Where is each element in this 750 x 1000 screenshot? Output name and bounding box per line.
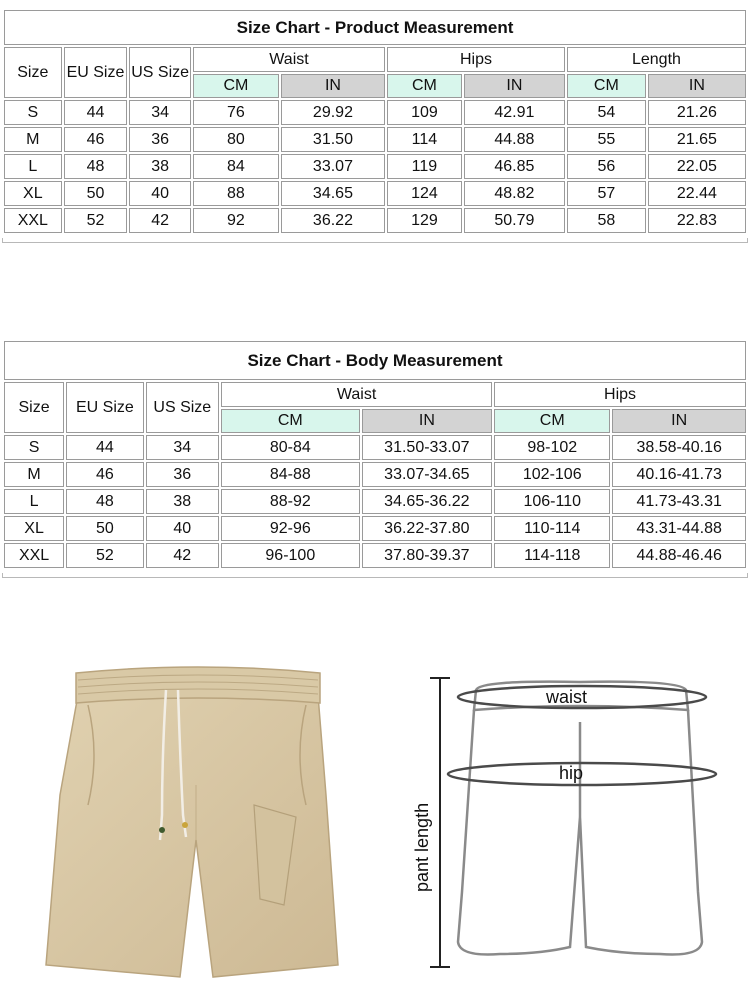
cell-us-size: 34 [129,100,191,125]
cell-us-size: 36 [146,462,219,487]
shorts-product-image [38,665,348,985]
table-bottom-edge [2,238,748,243]
table-row [4,154,746,179]
waist-label: waist [546,687,588,707]
cell-eu-size: 44 [66,435,143,460]
cell-size: XXL [4,543,64,568]
cell-waist-in: 33.07 [281,154,385,179]
cell-hips-cm: 109 [387,100,462,125]
cell-hips-cm: 110-114 [494,516,610,541]
cell-eu-size: 44 [64,100,128,125]
cell-waist-in: 29.92 [281,100,385,125]
cell-us-size: 40 [129,181,191,206]
cell-waist-cm: 84-88 [221,462,360,487]
unit-header-cm: CM [221,409,360,433]
cell-us-size: 34 [146,435,219,460]
table-row [4,100,746,125]
cell-hips-in: 42.91 [464,100,565,125]
column-header-eu-size: EU Size [64,47,128,98]
cell-size: XL [4,516,64,541]
measurement-diagram [400,662,730,982]
cell-length-cm: 56 [567,154,646,179]
cell-eu-size: 50 [64,181,128,206]
cell-length-in: 22.44 [648,181,746,206]
cell-hips-in: 44.88-46.46 [612,543,746,568]
column-header-us-size: US Size [146,382,219,433]
cell-size: S [4,100,62,125]
cell-us-size: 38 [129,154,191,179]
unit-header-in: IN [362,409,492,433]
length-arrow [430,678,450,967]
cell-waist-in: 33.07-34.65 [362,462,492,487]
cell-hips-in: 41.73-43.31 [612,489,746,514]
cell-hips-in: 50.79 [464,208,565,233]
cell-length-cm: 54 [567,100,646,125]
cell-hips-cm: 124 [387,181,462,206]
unit-header-in: IN [612,409,746,433]
cell-length-cm: 57 [567,181,646,206]
cell-eu-size: 50 [66,516,143,541]
unit-header-in: IN [281,74,385,98]
column-header-eu-size: EU Size [66,382,143,433]
cell-size: XL [4,181,62,206]
cell-size: L [4,489,64,514]
column-header-size: Size [4,47,62,98]
cell-hips-in: 43.31-44.88 [612,516,746,541]
product-measurement-table [2,8,748,235]
cell-hips-cm: 114 [387,127,462,152]
cell-size: M [4,462,64,487]
cell-us-size: 38 [146,489,219,514]
table-row [4,516,746,541]
cell-hips-cm: 114-118 [494,543,610,568]
pant-length-label: pant length [412,802,432,892]
cell-hips-in: 40.16-41.73 [612,462,746,487]
cell-size: M [4,127,62,152]
shorts-outline [458,682,702,955]
cell-hips-in: 46.85 [464,154,565,179]
table-title: Size Chart - Product Measurement [4,10,746,45]
table-row [4,489,746,514]
unit-header-cm: CM [567,74,646,98]
group-header-waist: Waist [193,47,385,72]
group-header-length: Length [567,47,746,72]
table-row [4,462,746,487]
cell-hips-in: 44.88 [464,127,565,152]
cell-waist-cm: 92 [193,208,279,233]
cell-hips-cm: 98-102 [494,435,610,460]
cell-waist-in: 31.50 [281,127,385,152]
column-header-us-size: US Size [129,47,191,98]
cell-hips-cm: 119 [387,154,462,179]
cell-eu-size: 52 [66,543,143,568]
column-header-size: Size [4,382,64,433]
cell-waist-in: 37.80-39.37 [362,543,492,568]
unit-header-in: IN [464,74,565,98]
cell-eu-size: 52 [64,208,128,233]
cell-size: L [4,154,62,179]
cell-waist-in: 34.65 [281,181,385,206]
shorts-body [46,695,338,977]
cell-waist-cm: 96-100 [221,543,360,568]
cell-waist-cm: 84 [193,154,279,179]
table-row [4,127,746,152]
unit-header-in: IN [648,74,746,98]
cell-waist-cm: 80-84 [221,435,360,460]
cell-hips-cm: 102-106 [494,462,610,487]
cell-eu-size: 48 [66,489,143,514]
cell-us-size: 36 [129,127,191,152]
group-header-hips: Hips [387,47,565,72]
table-row [4,181,746,206]
cell-waist-in: 36.22-37.80 [362,516,492,541]
table-row [4,435,746,460]
cell-us-size: 42 [129,208,191,233]
cell-hips-cm: 106-110 [494,489,610,514]
unit-header-cm: CM [494,409,610,433]
cell-eu-size: 46 [64,127,128,152]
hip-label: hip [559,763,584,783]
table-row [4,208,746,233]
unit-header-cm: CM [387,74,462,98]
cell-waist-cm: 92-96 [221,516,360,541]
cell-size: XXL [4,208,62,233]
cell-eu-size: 46 [66,462,143,487]
cell-waist-cm: 88 [193,181,279,206]
cell-waist-cm: 80 [193,127,279,152]
cell-length-cm: 58 [567,208,646,233]
cell-waist-in: 34.65-36.22 [362,489,492,514]
cell-hips-in: 38.58-40.16 [612,435,746,460]
body-measurement-table [2,339,748,570]
cell-hips-in: 48.82 [464,181,565,206]
unit-header-cm: CM [193,74,279,98]
cell-waist-in: 31.50-33.07 [362,435,492,460]
cell-us-size: 42 [146,543,219,568]
cell-length-in: 22.05 [648,154,746,179]
cell-length-in: 22.83 [648,208,746,233]
cell-length-cm: 55 [567,127,646,152]
cell-eu-size: 48 [64,154,128,179]
table-title: Size Chart - Body Measurement [4,341,746,380]
cell-length-in: 21.26 [648,100,746,125]
cell-us-size: 40 [146,516,219,541]
group-header-waist: Waist [221,382,492,407]
cell-waist-cm: 88-92 [221,489,360,514]
cell-hips-cm: 129 [387,208,462,233]
cell-waist-cm: 76 [193,100,279,125]
cell-waist-in: 36.22 [281,208,385,233]
group-header-hips: Hips [494,382,746,407]
cell-length-in: 21.65 [648,127,746,152]
table-row [4,543,746,568]
table-bottom-edge [2,573,748,578]
cell-size: S [4,435,64,460]
